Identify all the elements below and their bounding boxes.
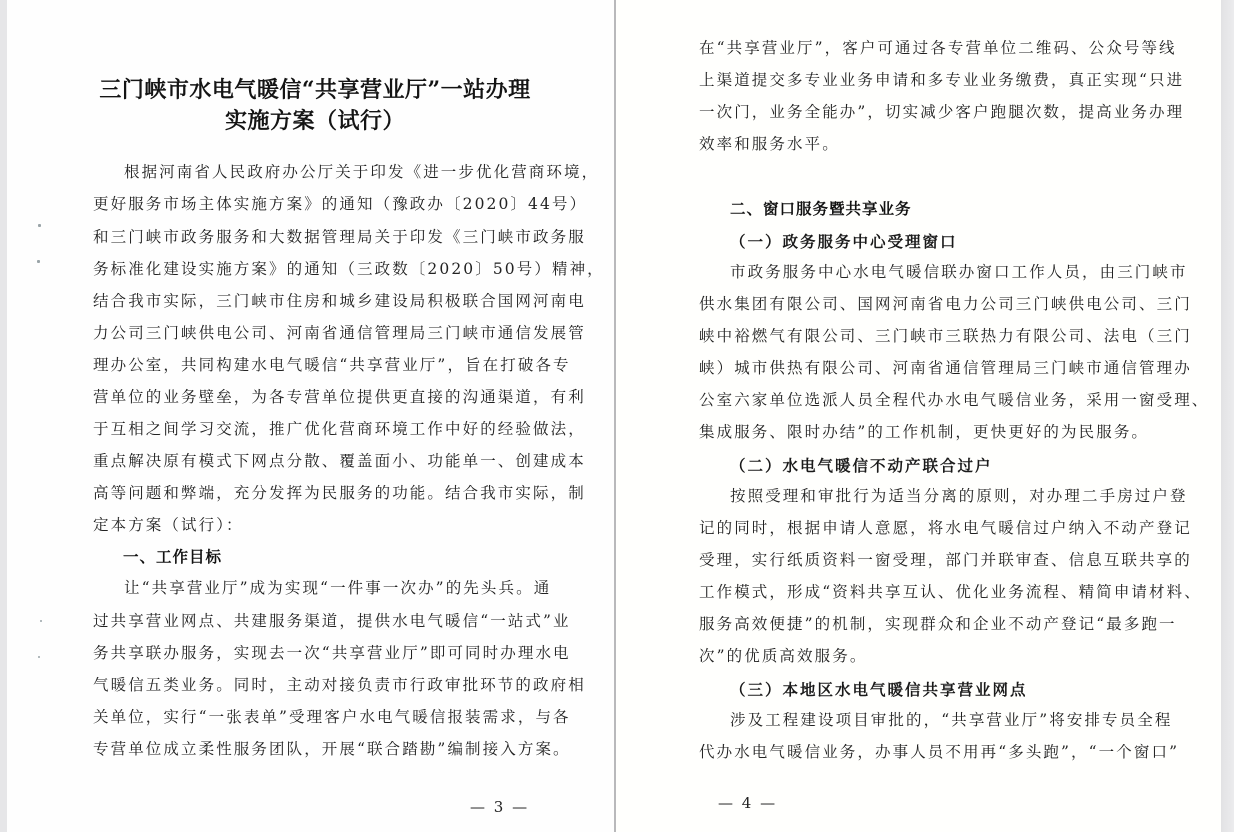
page-gutter-divider <box>614 0 616 832</box>
text-line: 重点解决原有模式下网点分散、覆盖面小、功能单一、创建成本 <box>93 452 586 470</box>
document-page-4 <box>616 0 1221 832</box>
document-title-line-1: 三门峡市水电气暖信“共享营业厅”一站办理 <box>99 77 531 103</box>
text-line: 在“共享营业厅”，客户可通过各专营单位二维码、公众号等线 <box>699 39 1177 57</box>
scan-speck <box>40 620 42 622</box>
text-line: 受理，实行纸质资料一窗受理，部门并联审查、信息互联共享的 <box>699 551 1192 569</box>
text-line: 定本方案（试行）： <box>93 516 244 534</box>
text-line: 代办水电气暖信业务，办事人员不用再“多头跑”，“一个窗口” <box>699 743 1180 761</box>
text-line: 涉及工程建设项目审批的，“共享营业厅”将安排专员全程 <box>730 711 1173 729</box>
text-line: 上渠道提交多专业业务申请和多专业业务缴费，真正实现“只进 <box>699 71 1185 89</box>
text-line: 营单位的业务壁垒，为各专营单位提供更直接的沟通渠道，有利 <box>93 388 586 406</box>
text-line: 供水集团有限公司、国网河南省电力公司三门峡供电公司、三门 <box>699 295 1192 313</box>
text-line: 峡）城市供热有限公司、河南省通信管理局三门峡市通信管理办 <box>699 359 1192 377</box>
text-line: 务标准化建设实施方案》的通知（三政数〔2020〕50号）精神， <box>93 260 605 278</box>
text-line: 记的同时，根据申请人意愿，将水电气暖信过户纳入不动产登记 <box>699 519 1192 537</box>
text-line: 按照受理和审批行为适当分离的原则，对办理二手房过户登 <box>730 487 1188 505</box>
subsection-heading-3: （三）本地区水电气暖信共享营业网点 <box>730 680 1028 699</box>
text-line: 公室六家单位选派人员全程代办水电气暖信业务，采用一窗受理、 <box>699 391 1210 409</box>
section-heading-work-goals: 一、工作目标 <box>123 548 223 566</box>
text-line: 一次门，业务全能办”，切实减少客户跑腿次数，提高业务办理 <box>699 103 1185 121</box>
text-line: 效率和服务水平。 <box>699 135 840 153</box>
text-line: 和三门峡市政务服务和大数据管理局关于印发《三门峡市政务服 <box>93 228 586 246</box>
page-number-4: — 4 — <box>718 794 778 812</box>
subsection-heading-1: （一）政务服务中心受理窗口 <box>730 232 958 251</box>
text-line: 工作模式，形成“资料共享互认、优化业务流程、精简申请材料、 <box>699 583 1202 601</box>
scan-edge-left <box>0 0 7 832</box>
text-line: 力公司三门峡供电公司、河南省通信管理局三门峡市通信发展管 <box>93 324 586 342</box>
subsection-heading-2: （二）水电气暖信不动产联合过户 <box>730 456 993 475</box>
text-line: 结合我市实际，三门峡市住房和城乡建设局积极联合国网河南电 <box>93 292 586 310</box>
document-title-line-2: 实施方案（试行） <box>224 108 405 134</box>
text-line: 更好服务市场主体实施方案》的通知（豫政办〔2020〕44号） <box>93 195 588 213</box>
section-heading-window-services: 二、窗口服务暨共享业务 <box>730 200 912 218</box>
text-line: 集成服务、限时办结”的工作机制，更快更好的为民服务。 <box>699 423 1150 441</box>
text-line: 服务高效便捷”的机制，实现群众和企业不动产登记“最多跑一 <box>699 615 1177 633</box>
text-line: 次”的优质高效服务。 <box>699 647 868 665</box>
text-line: 关单位，实行“一张表单”受理客户水电气暖信报装需求，与各 <box>93 708 571 726</box>
text-line: 过共享营业网点、共建服务渠道，提供水电气暖信“一站式”业 <box>93 612 571 630</box>
text-line: 让“共享营业厅”成为实现“一件事一次办”的先头兵。通 <box>124 579 552 597</box>
text-line: 于互相之间学习交流，推广优化营商环境工作中好的经验做法， <box>93 420 586 438</box>
scan-speck <box>38 656 40 658</box>
text-line: 根据河南省人民政府办公厅关于印发《进一步优化营商环境， <box>124 163 600 181</box>
scan-edge-right <box>1221 0 1234 832</box>
text-line: 理办公室，共同构建水电气暖信“共享营业厅”，旨在打破各专 <box>93 356 571 374</box>
scan-speck <box>37 260 40 263</box>
text-line: 务共享联办服务，实现去一次“共享营业厅”即可同时办理水电 <box>93 644 571 662</box>
text-line: 气暖信五类业务。同时，主动对接负责市行政审批环节的政府相 <box>93 676 586 694</box>
text-line: 市政务服务中心水电气暖信联办窗口工作人员，由三门峡市 <box>730 263 1188 281</box>
text-line: 高等问题和弊端，充分发挥为民服务的功能。结合我市实际，制 <box>93 484 586 502</box>
text-line: 峡中裕燃气有限公司、三门峡市三联热力有限公司、法电（三门 <box>699 327 1192 345</box>
scan-speck <box>38 224 41 227</box>
page-number-3: — 3 — <box>470 798 530 816</box>
text-line: 专营单位成立柔性服务团队，开展“联合踏勘”编制接入方案。 <box>93 740 571 758</box>
